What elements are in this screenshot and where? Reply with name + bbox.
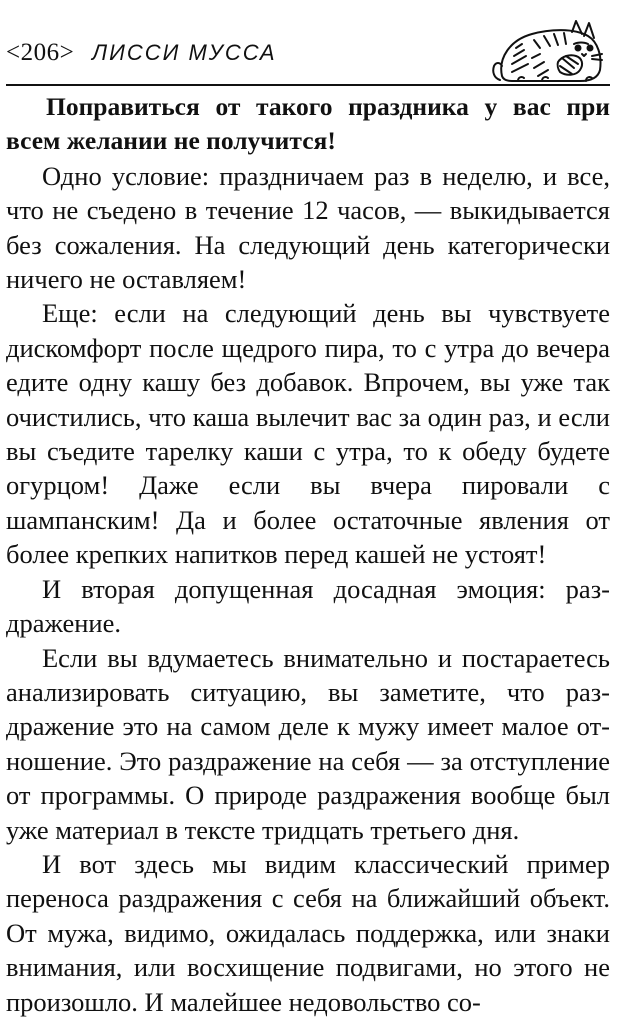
striped-cat-icon [488,18,606,84]
page-body [6,90,610,1019]
running-title: ЛИССИ МУССА [92,40,277,65]
header-rule [6,84,610,86]
paragraph: И вот здесь мы видим классический пример переноса раздражения с себя на ближайший объект. От мужа, видимо, ожидалась поддержка, или знаки внимания, или восхищение подвигами, но этого не произошло. И малейшее недовольство со- [6,848,610,1017]
paragraph-lead: Поправиться от такого праздника у вас при всем желании не получится! [6,92,610,156]
page-header [0,18,610,78]
page-number: <206> [6,39,75,66]
paragraph: И вторая допущенная досадная эмоция: раздражение. [6,573,610,639]
paragraph: Одно условие: праздничаем раз в неделю, и все, что не съедено в течение 12 часов, — выкидывается без сожаления. На следующий день категорически ничего не оставляем! [6,160,610,295]
paragraph: Еще: если на следующий день вы чувствуете дискомфорт после щедрого пира, то с утра до вечера едите одну кашу без добавок. Впрочем, вы уже так очистились, что каша вылечит вас за один раз, и если вы съедите тарелку каши с утра, то к обеду будете огурцом! Даже если вы вчера пировали с шампанским! Да и более остаточные явления от более крепких напитков перед кашей не устоят! [6,298,610,570]
paragraph: Если вы вдумаетесь внимательно и постараетесь анализировать ситуацию, вы заметите, что раздражение это на самом деле к мужу имеет малое отношение. Это раздражение на себя — за отступление от программы. О природе раздражения вообще был уже материал в тексте тридцать третьего дня. [6,642,610,845]
